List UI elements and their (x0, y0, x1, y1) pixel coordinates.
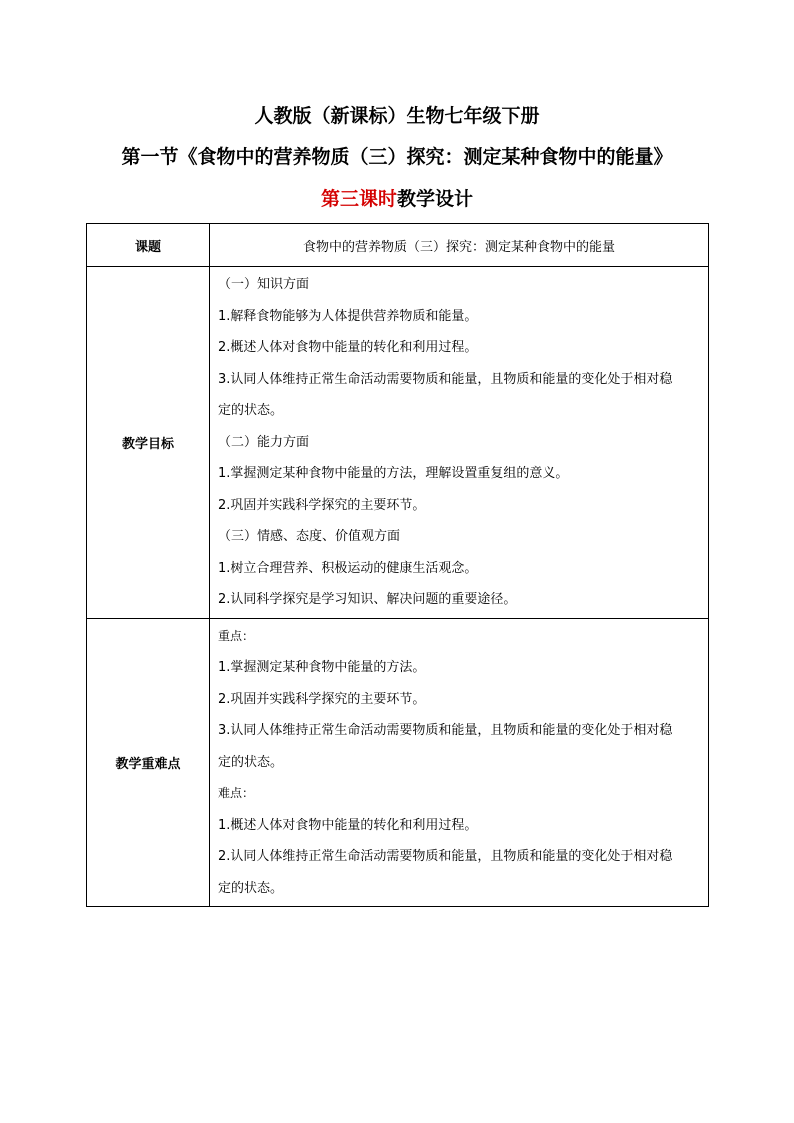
goals-content (210, 267, 709, 619)
key-points-item: 2.巩固并实践科学探究的主要环节。 (218, 691, 426, 707)
goals-item: 2.巩固并实践科学探究的主要环节。 (218, 497, 426, 513)
teaching-design-table (86, 223, 709, 907)
goals-section-attitude: （三）情感、态度、价值观方面 (218, 529, 401, 544)
goals-section-knowledge: （一）知识方面 (218, 277, 310, 292)
lesson-title (0, 187, 794, 211)
document-title: 人教版（新课标）生物七年级下册 (254, 105, 540, 127)
key-points-label: 教学重难点 (87, 618, 210, 907)
key-points-heading: 重点： (218, 628, 255, 643)
section-title: 第一节《食物中的营养物质（三）探究：测定某种食物中的能量》 (121, 146, 673, 168)
difficult-points-heading: 难点： (218, 786, 255, 800)
lesson-title-suffix: 教学设计 (397, 188, 474, 210)
key-points-item-continued: 定的状态。 (218, 754, 284, 770)
lesson-number-highlight: 第三课时 (320, 188, 397, 210)
topic-label: 课题 (87, 224, 210, 267)
difficult-points-item: 2.认同人体维持正常生命活动需要物质和能量，且物质和能量的变化处于相对稳 (218, 849, 673, 864)
goals-item: 1.树立合理营养、积极运动的健康生活观念。 (218, 560, 478, 576)
table-row-key-points (87, 618, 709, 907)
goals-item: 2.概述人体对食物中能量的转化和利用过程。 (218, 340, 478, 355)
topic-value: 食物中的营养物质（三）探究：测定某种食物中的能量 (210, 224, 709, 267)
goals-item: 3.认同人体维持正常生命活动需要物质和能量，且物质和能量的变化处于相对稳 (218, 371, 673, 387)
key-points-content (210, 618, 709, 907)
difficult-points-item: 1.概述人体对食物中能量的转化和利用过程。 (218, 817, 478, 833)
table-row-goals (87, 267, 709, 619)
key-points-item: 3.认同人体维持正常生命活动需要物质和能量，且物质和能量的变化处于相对稳 (218, 723, 673, 738)
goals-section-ability: （二）能力方面 (218, 434, 310, 450)
goals-item: 2.认同科学探究是学习知识、解决问题的重要途径。 (218, 592, 517, 607)
goals-item: 1.掌握测定某种食物中能量的方法，理解设置重复组的意义。 (218, 466, 569, 481)
table-row-topic (87, 224, 709, 267)
goals-item-continued: 定的状态。 (218, 403, 284, 418)
key-points-item: 1.掌握测定某种食物中能量的方法。 (218, 660, 426, 675)
goals-label: 教学目标 (87, 267, 210, 619)
goals-item: 1.解释食物能够为人体提供营养物质和能量。 (218, 308, 478, 324)
difficult-points-item-continued: 定的状态。 (218, 880, 284, 896)
